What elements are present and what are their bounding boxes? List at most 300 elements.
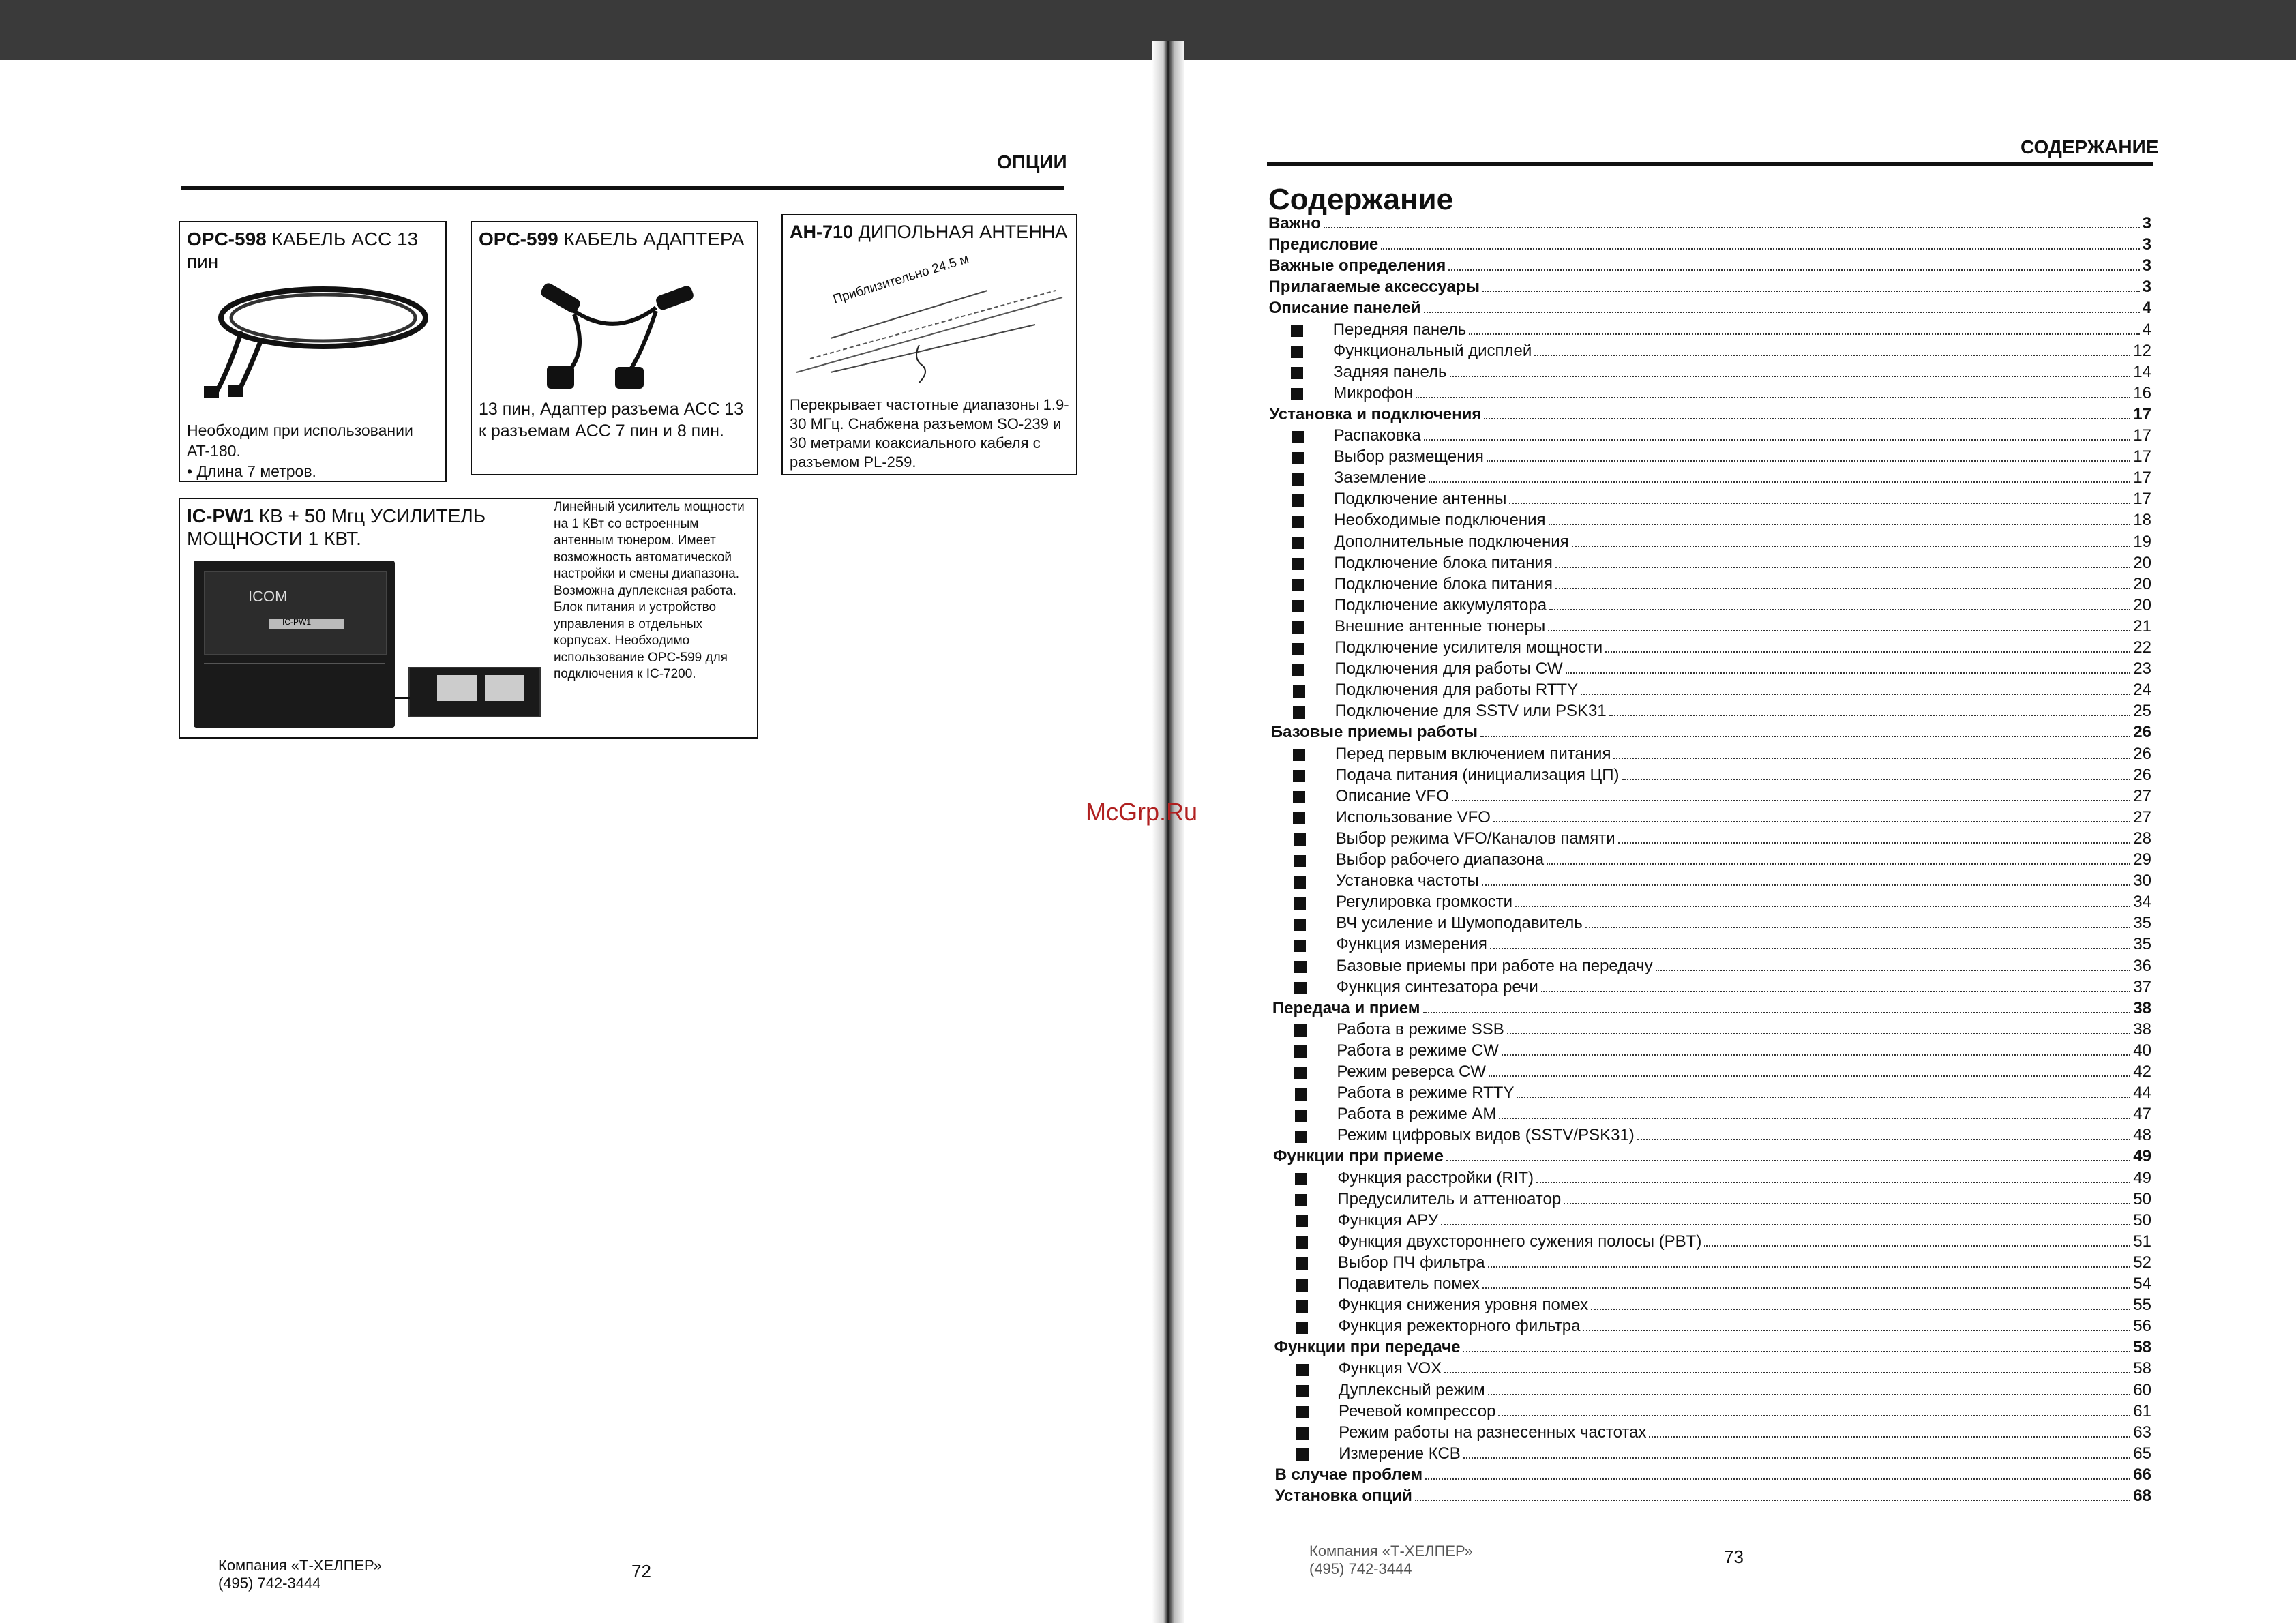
toc-label: Работа в режиме CW bbox=[1337, 1041, 1499, 1060]
bullet-square-icon bbox=[1292, 558, 1304, 570]
option-code: IC-PW1 bbox=[187, 505, 254, 526]
toc-page-number: 20 bbox=[2133, 553, 2151, 572]
dot-leader bbox=[1609, 715, 2131, 716]
toc-label: Речевой компрессор bbox=[1338, 1401, 1496, 1420]
bullet-square-icon bbox=[1296, 1236, 1308, 1249]
toc-page-number: 35 bbox=[2133, 914, 2151, 933]
option-card-ah-710 bbox=[781, 214, 1077, 475]
dot-leader bbox=[1622, 779, 2131, 780]
bullet-square-icon bbox=[1296, 1279, 1308, 1292]
bullet-square-icon bbox=[1292, 621, 1304, 634]
dot-leader bbox=[1448, 269, 2139, 271]
bullet-square-icon bbox=[1296, 1364, 1309, 1376]
toc-page-number: 37 bbox=[2133, 977, 2151, 996]
toc-label: Подключения для работы CW bbox=[1335, 659, 1563, 679]
option-description: Необходим при использовании AT-180. bbox=[187, 421, 413, 460]
scan-top-edge bbox=[0, 0, 2296, 60]
toc-label: Необходимые подключения bbox=[1334, 511, 1546, 530]
toc-page-number: 54 bbox=[2133, 1275, 2151, 1293]
toc-page-number: 20 bbox=[2133, 595, 2151, 614]
dot-leader bbox=[1482, 884, 2131, 886]
toc-entry[interactable] bbox=[1296, 1444, 2151, 1465]
toc-label: Функции при передаче bbox=[1274, 1338, 1461, 1357]
dot-leader bbox=[1649, 1436, 2130, 1438]
dot-leader bbox=[1566, 672, 2131, 674]
toc-label: Подключение для SSTV или PSK31 bbox=[1335, 702, 1607, 721]
toc-entry[interactable] bbox=[1296, 1253, 2151, 1275]
toc-entry[interactable] bbox=[1294, 935, 2151, 956]
toc-page-number: 22 bbox=[2133, 638, 2151, 657]
toc-page-number: 38 bbox=[2133, 998, 2151, 1017]
dot-leader bbox=[1450, 376, 2131, 377]
toc-page-number: 4 bbox=[2142, 299, 2151, 318]
option-title bbox=[187, 505, 541, 550]
toc-entry[interactable] bbox=[1296, 1402, 2151, 1423]
dot-leader bbox=[1585, 927, 2131, 928]
toc-entry[interactable] bbox=[1294, 1020, 2151, 1041]
right-page-number: 73 bbox=[1724, 1547, 1744, 1567]
toc-label: Установка опций bbox=[1274, 1487, 1412, 1505]
toc-page-number: 27 bbox=[2133, 807, 2151, 827]
option-title bbox=[479, 228, 744, 250]
option-card-opc-598 bbox=[179, 221, 447, 482]
bullet-square-icon bbox=[1295, 1110, 1307, 1122]
toc-entry[interactable] bbox=[1296, 1232, 2151, 1253]
toc-page-number: 58 bbox=[2133, 1338, 2151, 1357]
toc-label: Подключения для работы RTTY bbox=[1335, 681, 1579, 700]
toc-entry[interactable] bbox=[1293, 745, 2151, 766]
toc-label: Установка и подключения bbox=[1269, 404, 1482, 423]
dot-leader bbox=[1416, 397, 2130, 398]
watermark: McGrp.Ru bbox=[1086, 798, 1198, 826]
dot-leader bbox=[1515, 906, 2130, 907]
left-page-number: 72 bbox=[631, 1561, 651, 1581]
dot-leader bbox=[1613, 758, 2130, 759]
option-card-ic-pw1 bbox=[179, 498, 758, 739]
dot-leader bbox=[1605, 651, 2130, 653]
device-model: IC-PW1 bbox=[282, 617, 311, 627]
dot-leader bbox=[1555, 588, 2130, 589]
toc-page-number: 3 bbox=[2142, 235, 2151, 254]
dot-leader bbox=[1548, 630, 2130, 631]
toc-label: Перед первым включением питания bbox=[1335, 744, 1611, 763]
option-code: OPC-599 bbox=[479, 228, 558, 250]
toc-label: Задняя панель bbox=[1333, 362, 1447, 381]
dot-leader bbox=[1463, 1457, 2130, 1459]
bullet-square-icon bbox=[1296, 1427, 1309, 1440]
toc-section[interactable] bbox=[1274, 1338, 2151, 1359]
bullet-square-icon bbox=[1292, 600, 1304, 612]
option-title bbox=[790, 221, 1067, 243]
toc-entry[interactable] bbox=[1294, 872, 2151, 893]
toc-entry[interactable] bbox=[1292, 638, 2151, 659]
dot-leader bbox=[1517, 1097, 2130, 1098]
bullet-square-icon bbox=[1292, 643, 1304, 655]
toc-entry[interactable] bbox=[1294, 914, 2151, 935]
bullet-square-icon bbox=[1294, 855, 1306, 867]
bullet-square-icon bbox=[1296, 1257, 1308, 1270]
option-description: Линейный усилитель мощности на 1 КВт со встроенным антенным тюнером. Имеет возможность автоматической настройки и смены диапазона. Возможна дуплексная работа. Блок питания и устройство управления в отдельных корпусах. Необходимо использование OPC-599 для подключения к IC-7200. bbox=[554, 500, 745, 681]
bullet-square-icon bbox=[1293, 791, 1305, 803]
bullet-square-icon bbox=[1293, 812, 1305, 824]
toc-label: Функция расстройки (RIT) bbox=[1337, 1168, 1534, 1187]
left-header-rule bbox=[181, 186, 1064, 190]
toc-section[interactable] bbox=[1274, 1465, 2151, 1487]
dot-leader bbox=[1507, 1033, 2130, 1034]
dot-leader bbox=[1444, 1372, 2130, 1373]
toc-section[interactable] bbox=[1273, 1147, 2151, 1168]
toc-title: Содержание bbox=[1268, 183, 1454, 216]
toc-page-number: 52 bbox=[2133, 1253, 2151, 1272]
toc-entry[interactable] bbox=[1292, 447, 2151, 468]
toc-label: Функция снижения уровня помех bbox=[1338, 1296, 1589, 1315]
toc-label: Подключение антенны bbox=[1334, 490, 1507, 509]
right-footer bbox=[1309, 1543, 1473, 1578]
toc-entry[interactable] bbox=[1296, 1423, 2151, 1444]
toc-label: Выбор режима VFO/Каналов памяти bbox=[1335, 829, 1615, 848]
dot-leader bbox=[1618, 842, 2131, 844]
dot-leader bbox=[1502, 1054, 2130, 1056]
bullet-square-icon bbox=[1296, 1322, 1308, 1334]
toc-label: Важно bbox=[1268, 214, 1321, 233]
toc-entry[interactable] bbox=[1296, 1317, 2151, 1338]
dot-leader bbox=[1446, 1160, 2130, 1161]
option-code: AH-710 bbox=[790, 222, 854, 242]
toc-page-number: 27 bbox=[2133, 786, 2151, 805]
bullet-square-icon bbox=[1295, 1088, 1307, 1101]
toc-page-number: 44 bbox=[2133, 1084, 2151, 1103]
toc-label: Функция синтезатора речи bbox=[1336, 977, 1538, 996]
toc-entry[interactable] bbox=[1291, 363, 2151, 384]
toc-section[interactable] bbox=[1275, 1487, 2151, 1508]
right-header-rule bbox=[1267, 162, 2153, 166]
toc-section[interactable] bbox=[1268, 214, 2151, 235]
toc-label: Функции при приеме bbox=[1273, 1147, 1444, 1166]
toc-label: Дополнительные подключения bbox=[1334, 532, 1569, 551]
toc-label: Базовые приемы работы bbox=[1270, 723, 1478, 742]
toc-section[interactable] bbox=[1268, 278, 2151, 299]
option-name: КАБЕЛЬ АДАПТЕРА bbox=[563, 228, 745, 250]
bullet-square-icon bbox=[1294, 1067, 1307, 1079]
dot-leader bbox=[1441, 1224, 2130, 1225]
toc-entry[interactable] bbox=[1295, 1169, 2151, 1190]
dot-leader bbox=[1656, 970, 2131, 971]
toc-page-number: 38 bbox=[2133, 1019, 2151, 1039]
toc-page-number: 68 bbox=[2133, 1487, 2151, 1505]
toc-entry[interactable] bbox=[1295, 1105, 2151, 1126]
option-description: Перекрывает частотные диапазоны 1.9-30 МГц. Снабжена разъемом SO-239 и 30 метрами коаксиального кабеля с разъемом PL-259. bbox=[790, 396, 1069, 471]
diagram-length-label: Приблизительно 24.5 м bbox=[831, 252, 971, 307]
toc-entry[interactable] bbox=[1291, 342, 2151, 363]
right-page-header: СОДЕРЖАНИЕ bbox=[2021, 136, 2159, 158]
toc-label: Режим работы на разнесенных частотах bbox=[1339, 1423, 1647, 1442]
toc-label: Работа в режиме AM bbox=[1337, 1105, 1497, 1124]
toc-page-number: 26 bbox=[2133, 744, 2151, 763]
toc-label: Выбор ПЧ фильтра bbox=[1337, 1253, 1485, 1272]
dot-leader bbox=[1637, 1139, 2131, 1140]
footer-phone: (495) 742-3444 bbox=[218, 1575, 321, 1592]
toc-label: Режим цифровых видов (SSTV/PSK31) bbox=[1337, 1126, 1635, 1145]
toc-label: Подключение блока питания bbox=[1334, 553, 1553, 572]
toc-page-number: 49 bbox=[2133, 1168, 2151, 1187]
toc-page-number: 17 bbox=[2133, 426, 2151, 445]
amplifier-unit-image bbox=[194, 561, 395, 728]
toc-page-number: 30 bbox=[2133, 872, 2151, 891]
controller-unit-image bbox=[408, 667, 541, 717]
toc-label: Прилагаемые аксессуары bbox=[1268, 278, 1480, 297]
option-description: 13 пин, Адаптер разъема ACC 13 к разъемам ACC 7 пин и 8 пин. bbox=[479, 400, 744, 441]
dot-leader bbox=[1488, 1266, 2131, 1268]
dot-leader bbox=[1415, 1500, 2130, 1501]
toc-section[interactable] bbox=[1269, 405, 2151, 426]
dot-leader bbox=[1704, 1245, 2130, 1247]
dot-leader bbox=[1493, 821, 2130, 822]
bullet-square-icon bbox=[1292, 579, 1304, 591]
toc-entry[interactable] bbox=[1295, 1190, 2151, 1211]
dot-leader bbox=[1429, 481, 2130, 483]
footer-company: Компания «Т-ХЕЛПЕР» bbox=[1309, 1543, 1473, 1560]
toc-label: Использование VFO bbox=[1335, 807, 1491, 827]
toc-label: В случае проблем bbox=[1274, 1465, 1423, 1484]
toc-page-number: 51 bbox=[2133, 1232, 2151, 1251]
dot-leader bbox=[1469, 333, 2139, 335]
dot-leader bbox=[1541, 991, 2130, 992]
dot-leader bbox=[1549, 609, 2130, 610]
bullet-square-icon bbox=[1294, 940, 1306, 952]
bullet-square-icon bbox=[1295, 1194, 1307, 1206]
dot-leader bbox=[1480, 736, 2130, 737]
toc-entry[interactable] bbox=[1294, 1062, 2151, 1084]
toc-entry[interactable] bbox=[1295, 1126, 2151, 1147]
toc-page-number: 50 bbox=[2133, 1189, 2151, 1208]
toc-entry[interactable] bbox=[1292, 490, 2151, 511]
book-spine-shadow bbox=[1152, 41, 1184, 1623]
dot-leader bbox=[1564, 1203, 2130, 1204]
toc-label: Функциональный дисплей bbox=[1332, 341, 1532, 360]
toc-label: Работа в режиме SSB bbox=[1337, 1019, 1504, 1039]
toc-section[interactable] bbox=[1269, 299, 2151, 320]
dot-leader bbox=[1509, 503, 2130, 504]
dot-leader bbox=[1499, 1118, 2130, 1119]
toc-page-number: 48 bbox=[2133, 1126, 2151, 1145]
toc-entry[interactable] bbox=[1292, 575, 2151, 596]
dot-leader bbox=[1572, 546, 2131, 547]
toc-page-number: 17 bbox=[2133, 468, 2151, 488]
dipole-antenna-diagram bbox=[790, 270, 1069, 386]
dot-leader bbox=[1583, 1330, 2130, 1331]
toc-page-number: 61 bbox=[2133, 1401, 2151, 1420]
dot-leader bbox=[1488, 1394, 2131, 1395]
bullet-square-icon bbox=[1294, 1024, 1307, 1037]
toc-label: Заземление bbox=[1333, 468, 1427, 488]
bullet-square-icon bbox=[1292, 494, 1304, 507]
bullet-square-icon bbox=[1294, 982, 1307, 994]
footer-phone: (495) 742-3444 bbox=[1309, 1560, 1412, 1577]
bullet-square-icon bbox=[1294, 876, 1306, 889]
toc-entry[interactable] bbox=[1296, 1296, 2151, 1317]
toc-page-number: 14 bbox=[2133, 362, 2151, 381]
bullet-square-icon bbox=[1291, 346, 1303, 358]
toc-entry[interactable] bbox=[1296, 1275, 2151, 1296]
toc-entry[interactable] bbox=[1294, 850, 2151, 872]
toc-label: Распаковка bbox=[1333, 426, 1421, 445]
toc-entry[interactable] bbox=[1293, 702, 2151, 723]
toc-entry[interactable] bbox=[1291, 321, 2151, 342]
dot-leader bbox=[1452, 800, 2131, 801]
toc-label: Подключение аккумулятора bbox=[1334, 595, 1547, 614]
cable-illustration bbox=[187, 270, 439, 406]
toc-label: Микрофон bbox=[1333, 383, 1414, 402]
toc-page-number: 29 bbox=[2133, 850, 2151, 869]
toc-entry[interactable] bbox=[1294, 1041, 2151, 1062]
bullet-square-icon bbox=[1293, 706, 1305, 719]
toc-label: Выбор размещения bbox=[1333, 447, 1484, 466]
toc-entry[interactable] bbox=[1292, 468, 2151, 490]
toc-page-number: 23 bbox=[2133, 659, 2151, 679]
toc-label: Выбор рабочего диапазона bbox=[1335, 850, 1545, 869]
toc-entry[interactable] bbox=[1296, 1381, 2151, 1402]
toc-entry[interactable] bbox=[1292, 554, 2151, 575]
footer-company: Компания «Т-ХЕЛПЕР» bbox=[218, 1557, 382, 1574]
bullet-square-icon bbox=[1292, 452, 1304, 464]
toc-entry[interactable] bbox=[1292, 596, 2151, 617]
toc-entry[interactable] bbox=[1293, 787, 2151, 808]
toc-page-number: 26 bbox=[2133, 723, 2151, 742]
bullet-square-icon bbox=[1296, 1385, 1309, 1397]
dot-leader bbox=[1498, 1415, 2130, 1416]
toc-label: Регулировка громкости bbox=[1336, 893, 1512, 912]
dot-leader bbox=[1424, 439, 2131, 441]
toc-entry[interactable] bbox=[1295, 1084, 2151, 1105]
dot-leader bbox=[1591, 1309, 2130, 1310]
toc-section[interactable] bbox=[1272, 999, 2151, 1020]
toc-label: Установка частоты bbox=[1335, 872, 1479, 891]
toc-page-number: 12 bbox=[2133, 341, 2151, 360]
toc-section[interactable] bbox=[1271, 723, 2151, 744]
dot-leader bbox=[1463, 1351, 2130, 1352]
option-code: OPC-598 bbox=[187, 228, 267, 250]
bullet-square-icon bbox=[1293, 770, 1305, 782]
toc-label: Функция режекторного фильтра bbox=[1338, 1317, 1581, 1336]
bullet-square-icon bbox=[1293, 685, 1305, 698]
toc-entry[interactable] bbox=[1296, 1359, 2151, 1380]
bullet-square-icon bbox=[1292, 664, 1304, 676]
toc-page-number: 35 bbox=[2133, 935, 2151, 954]
toc-page-number: 58 bbox=[2133, 1359, 2151, 1378]
dot-leader bbox=[1534, 355, 2130, 356]
toc-entry[interactable] bbox=[1293, 681, 2151, 702]
dot-leader bbox=[1484, 418, 2130, 419]
toc-page-number: 47 bbox=[2133, 1105, 2151, 1124]
dot-leader bbox=[1555, 567, 2130, 568]
bullet-square-icon bbox=[1296, 1448, 1309, 1461]
toc-page-number: 4 bbox=[2142, 320, 2151, 339]
toc-label: Важные определения bbox=[1268, 256, 1446, 276]
toc-entry[interactable] bbox=[1292, 426, 2151, 447]
toc-label: Описание панелей bbox=[1268, 299, 1421, 318]
left-footer bbox=[218, 1557, 382, 1592]
toc-entry[interactable] bbox=[1294, 978, 2151, 999]
dot-leader bbox=[1425, 1478, 2130, 1480]
toc-label: Измерение КСВ bbox=[1339, 1444, 1461, 1463]
toc-page-number: 66 bbox=[2133, 1465, 2151, 1484]
toc-page-number: 24 bbox=[2133, 681, 2151, 700]
bullet-square-icon bbox=[1294, 833, 1306, 846]
bullet-square-icon bbox=[1294, 919, 1306, 931]
toc-section[interactable] bbox=[1268, 235, 2151, 256]
toc-page-number: 3 bbox=[2142, 256, 2151, 276]
toc-page-number: 3 bbox=[2142, 214, 2151, 233]
toc-page-number: 36 bbox=[2133, 956, 2151, 975]
toc-page-number: 18 bbox=[2133, 511, 2151, 530]
toc-page-number: 63 bbox=[2133, 1423, 2151, 1442]
toc-label: Подключение блока питания bbox=[1334, 574, 1553, 593]
option-card-opc-599 bbox=[471, 221, 758, 475]
toc-page-number: 40 bbox=[2133, 1041, 2151, 1060]
bullet-square-icon bbox=[1292, 473, 1304, 486]
toc-page-number: 42 bbox=[2133, 1062, 2151, 1081]
left-page-header: ОПЦИИ bbox=[997, 151, 1067, 173]
toc-entry[interactable] bbox=[1293, 766, 2151, 787]
toc-entry[interactable] bbox=[1291, 384, 2151, 405]
toc-label: Передача и прием bbox=[1272, 998, 1420, 1017]
toc-entry[interactable] bbox=[1294, 893, 2151, 914]
toc-label: Передняя панель bbox=[1332, 320, 1467, 339]
toc-page-number: 34 bbox=[2133, 893, 2151, 912]
toc-page-number: 50 bbox=[2133, 1210, 2151, 1230]
bullet-square-icon bbox=[1294, 961, 1307, 973]
toc-entry[interactable] bbox=[1294, 829, 2151, 850]
toc-label: Описание VFO bbox=[1335, 786, 1449, 805]
toc-page-number: 28 bbox=[2133, 829, 2151, 848]
bullet-square-icon bbox=[1292, 537, 1304, 549]
toc-entry[interactable] bbox=[1296, 1211, 2151, 1232]
toc-page-number: 26 bbox=[2133, 765, 2151, 784]
toc-label: Дуплексный режим bbox=[1338, 1380, 1485, 1399]
dot-leader bbox=[1381, 248, 2139, 250]
toc-label: Функция измерения bbox=[1336, 935, 1487, 954]
bullet-square-icon bbox=[1293, 749, 1305, 761]
bullet-square-icon bbox=[1296, 1406, 1309, 1418]
toc-entry[interactable] bbox=[1293, 808, 2151, 829]
dot-leader bbox=[1581, 694, 2130, 695]
option-name: КАБЕЛЬ ACC 13 пин bbox=[187, 228, 419, 272]
dot-leader bbox=[1549, 524, 2131, 525]
bullet-square-icon bbox=[1294, 1045, 1307, 1058]
toc-label: Работа в режиме RTTY bbox=[1337, 1084, 1515, 1103]
toc-entry[interactable] bbox=[1292, 533, 2151, 554]
toc-label: Подача питания (инициализация ЦП) bbox=[1335, 765, 1620, 784]
toc-page-number: 17 bbox=[2133, 447, 2151, 466]
bullet-square-icon bbox=[1291, 367, 1303, 379]
option-name: ДИПОЛЬНАЯ АНТЕННА bbox=[858, 222, 1068, 242]
toc-section[interactable] bbox=[1268, 256, 2151, 278]
toc-label: ВЧ усиление и Шумоподавитель bbox=[1336, 914, 1583, 933]
option-name: КВ + 50 Мгц УСИЛИТЕЛЬ МОЩНОСТИ 1 КВТ. bbox=[187, 505, 486, 549]
toc-page-number: 65 bbox=[2133, 1444, 2151, 1463]
toc-page-number: 60 bbox=[2133, 1380, 2151, 1399]
toc-page-number: 17 bbox=[2133, 404, 2151, 423]
toc-page-number: 3 bbox=[2142, 278, 2151, 297]
dot-leader bbox=[1547, 863, 2130, 865]
toc-entry[interactable] bbox=[1292, 617, 2151, 638]
toc-label: Предусилитель и аттенюатор bbox=[1337, 1189, 1562, 1208]
toc-entry[interactable] bbox=[1292, 659, 2151, 681]
toc-page-number: 17 bbox=[2133, 490, 2151, 509]
dot-leader bbox=[1324, 227, 2140, 228]
toc-entry[interactable] bbox=[1294, 957, 2151, 978]
toc-entry[interactable] bbox=[1292, 511, 2151, 532]
